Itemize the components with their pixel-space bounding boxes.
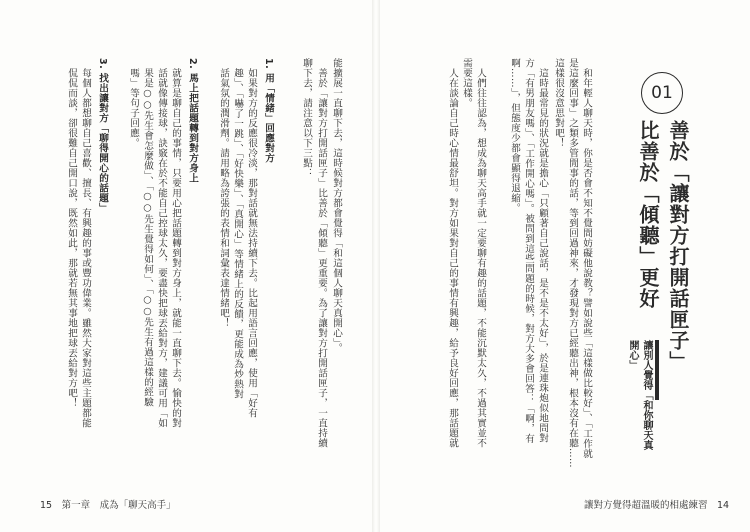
left-page-footer: 15 第一章 成為「聊天高手」 [40,500,176,511]
body-line: 能擴展一直聊下去，這時候對方都會覺得「和這個人聊天真開心」。 [331,58,342,354]
body-line: 人們往往認為，想成為聊天高手就一定要聊有趣的話題，不能沉默太久，不過其實並不 [475,68,486,448]
point-text: 每個人都想聊自己喜歡、擅長、有興趣的事或豐功偉業。雖然大家對這些主題都能 [80,68,91,428]
body-line: 方「有男朋友嗎」、「工作開心嗎」。被問到這些問題的時候，對方大多會回答：「啊，有 [523,58,534,444]
body-line: 和年輕人聊天時，你是否會不知不覺間妨礙他說教？譬如說些「這樣做比較好」、「工作就 [581,68,592,459]
point-text: 就算是聊自己的事情，只要用心把話題轉到對方身上，就能一直聊下去。愉快的對 [170,68,181,428]
chapter-title-line-2: 比善於「傾聽」更好 [636,120,660,309]
body-line: 善於「讓對方打開話匣子」比善於「傾聽」更重要。為了讓對方打開話匣子，一直持續 [316,68,327,448]
point-text: 話就像傳接球，訣竅在於不能自己控球太久，要盡快把球丟給對方，建議可用「如 [156,68,167,428]
chapter-number-badge [641,72,683,114]
point-heading-1: 1. 用「情緒」回應對方 [263,58,274,163]
right-page-footer: 讓對方覺得超溫暖的相處練習 14 [584,500,730,511]
body-line: 這時最常見的狀況就是擔心「只顧著自己說話，是不是不太好」，於是連珠炮似地問對 [537,68,548,444]
sidebar-note-line-1: 讓別人覺得「和你聊天真 [641,340,652,450]
sidebar-marker [655,340,659,400]
point-text: 侃侃而談，卻很難自己開口說，既然如此，那就若無其事地把球丟給對方吧！ [66,68,77,408]
body-line: 啊……」，但態度少都會顯得退縮。 [509,58,520,214]
body-line: 需要這樣。 [461,58,472,108]
chapter-title-line-1: 善於「讓對方打開話匣子」 [666,120,690,372]
point-text: 嗎」等句子回應。 [128,68,139,148]
body-line: 這樣很沒意思對吧！ [553,58,564,148]
point-text: 果是○○先生會怎麼做」、「○○先生覺得如何」、「○○先生有過這樣的經驗 [142,68,153,408]
point-heading-3: 3. 找出讓對方「聊得開心的話題」 [97,58,108,213]
body-line: 是這麼回事」之類多管閒事的話，等到回過神來，才發現對方已經聽出神，根本沒有在聽…… [567,58,578,468]
point-text: 話氣氛的潤滑劑。請用略為誇張的表情和詞彙表達情緒吧！ [218,68,229,328]
point-heading-2: 2. 馬上把話題轉到對方身上 [187,58,198,183]
book-gutter [372,0,380,532]
sidebar-note-line-2: 開心」 [627,340,638,370]
point-text: 如果對方的反應很冷淡，那對話就無法持續下去。比起用語言回應，使用「好有 [246,68,257,418]
point-text: 趣」、「嚇了一跳」、「好快樂」、「真開心」等情緒上的反饋，更能成為炒熱對 [232,68,243,400]
body-line: 人在談論自己時心情最舒坦。對方如果對自己的事情有興趣，給予良好回應，那話題就 [447,68,458,448]
chapter-number: 01 [651,83,673,103]
body-line: 聊下去，請注意以下三點： [301,58,312,178]
